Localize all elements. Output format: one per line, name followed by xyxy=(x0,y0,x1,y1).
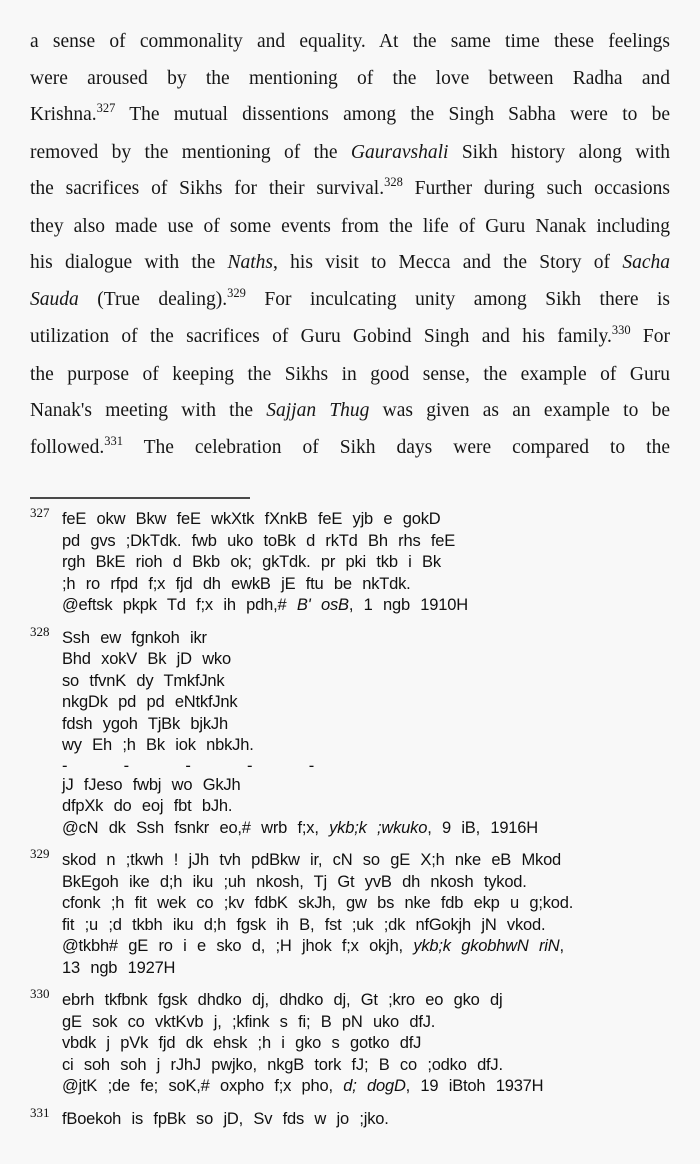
footnote-330 xyxy=(30,986,690,1098)
main-text-line xyxy=(30,430,670,468)
text-segment: , 9 iB, 1916H xyxy=(427,818,538,837)
text-segment: a sense of commonality and equality. At the same time these feelings xyxy=(30,31,670,52)
text-segment: gE sok co vktKvb j, ;kfink s fi; B pN uko dfJ. xyxy=(62,1012,436,1031)
text-segment: , 1 ngb 1910H xyxy=(348,596,468,614)
footnote-number: 328 xyxy=(30,623,50,639)
text-segment: ykb;k gkobhwN riN xyxy=(413,937,560,955)
text-segment: were aroused by the mentioning of the love between Radha and xyxy=(30,67,670,89)
main-text-line xyxy=(30,61,670,98)
footnote-328 xyxy=(30,623,690,840)
footnote-line xyxy=(62,1076,690,1098)
footnote-separator-rule xyxy=(30,497,250,499)
footnote-number: 327 xyxy=(30,505,50,520)
footnote-line xyxy=(62,574,690,596)
main-text-line xyxy=(30,135,670,172)
footnote-327 xyxy=(30,505,690,617)
main-text-line xyxy=(30,97,670,135)
text-segment: Sajjan Thug xyxy=(266,400,370,421)
text-segment: Krishna. xyxy=(30,104,97,125)
text-segment: ci soh soh j rJhJ pwjko, nkgB tork fJ; B co ;odko dfJ. xyxy=(62,1055,503,1074)
text-segment: ykb;k ;wkuko xyxy=(329,818,428,837)
footnote-ref: 330 xyxy=(611,323,631,337)
footnote-ref: 327 xyxy=(96,101,116,115)
text-segment: so tfvnK dy TmkfJnk xyxy=(62,671,225,690)
footnote-line xyxy=(62,796,690,818)
footnote-line xyxy=(62,552,690,574)
text-segment: , 19 iBtoh 1937H xyxy=(405,1077,544,1095)
main-text-line xyxy=(30,393,670,430)
main-text-line xyxy=(30,319,670,357)
text-segment: Further during such occasions xyxy=(402,178,670,199)
text-segment: , his visit to Mecca and the Story of xyxy=(273,252,623,273)
text-segment: dfpXk do eoj fbt bJh. xyxy=(62,797,233,815)
verse-break-dashes xyxy=(62,757,690,775)
footnotes-section xyxy=(0,505,700,1130)
text-segment: feE okw Bkw feE wkXtk fXnkB feE yjb e gokD xyxy=(62,510,441,528)
footnote-line xyxy=(62,714,690,736)
text-segment: @eftsk pkpk Td f;x ih pdh,# xyxy=(62,596,297,614)
text-segment: ebrh tkfbnk fgsk dhdko dj, dhdko dj, Gt ;kro eo gko dj xyxy=(62,991,503,1009)
text-segment: Gauravshali xyxy=(350,141,449,163)
text-segment: jJ fJeso fwbj wo GkJh xyxy=(62,775,241,794)
main-paragraph xyxy=(0,0,700,467)
text-segment: cfonk ;h fit wek co ;kv fdbK skJh, gw bs nke fdb ekp u g;kod. xyxy=(62,894,574,912)
text-segment: skod n ;tkwh ! jJh tvh pdBkw ir, cN so gE X;h nke eB Mkod xyxy=(62,851,562,869)
footnote-ref: 328 xyxy=(384,175,403,189)
text-segment: The celebration of Sikh days were compared to the xyxy=(122,436,670,458)
footnote-line xyxy=(62,872,690,894)
text-segment: , xyxy=(559,937,564,955)
footnote-line xyxy=(62,509,690,531)
text-segment: For xyxy=(630,326,670,347)
text-segment: utilization of the sacrifices of Guru Gobind Singh and his family. xyxy=(30,326,612,347)
text-segment: the purpose of keeping the Sikhs in good sense, the example of Guru xyxy=(30,363,670,385)
text-segment: they also made use of some events from the life of Guru Nanak including xyxy=(30,215,670,237)
footnote-line xyxy=(62,531,690,553)
footnote-line xyxy=(62,692,690,714)
main-text-line xyxy=(30,282,670,320)
footnote-ref: 329 xyxy=(227,285,246,300)
text-segment: removed by the mentioning of the xyxy=(30,141,351,163)
text-segment: followed. xyxy=(30,436,105,458)
text-segment: his dialogue with the xyxy=(30,252,228,273)
text-segment: wy Eh ;h Bk iok nbkJh. xyxy=(62,736,254,754)
text-segment: fdsh ygoh TjBk bjkJh xyxy=(62,714,228,733)
text-segment: fit ;u ;d tkbh iku d;h fgsk ih B, fst ;uk ;dk nfGokjh jN vkod. xyxy=(62,915,546,934)
footnote-line xyxy=(62,893,690,915)
text-segment: the sacrifices of Sikhs for their survival. xyxy=(30,178,385,199)
text-segment: was given as an example to be xyxy=(369,400,670,421)
footnote-ref: 331 xyxy=(104,433,123,448)
footnote-line xyxy=(62,818,690,840)
main-text-line xyxy=(30,209,670,246)
footnote-number: 330 xyxy=(30,986,50,1001)
text-segment: vbdk j pVk fjd dk ehsk ;h i gko s gotko dfJ xyxy=(62,1034,422,1052)
footnote-331 xyxy=(30,1104,690,1131)
footnote-line xyxy=(62,1033,690,1055)
footnote-line xyxy=(62,1012,690,1034)
text-segment: - - - - - xyxy=(62,756,315,775)
text-segment: rgh BkE rioh d Bkb ok; gkTdk. pr pki tkb i Bk xyxy=(62,553,441,571)
footnote-line xyxy=(62,1055,690,1077)
text-segment: @jtK ;de fe; soK,# oxpho f;x pho, xyxy=(62,1077,344,1095)
text-segment: Naths xyxy=(227,252,274,273)
text-segment: pd gvs ;DkTdk. fwb uko toBk d rkTd Bh rhs feE xyxy=(62,531,456,550)
text-segment: Bhd xokV Bk jD wko xyxy=(62,650,231,668)
footnote-number: 329 xyxy=(30,846,50,861)
footnote-line xyxy=(62,990,690,1012)
text-segment: 13 ngb 1927H xyxy=(62,958,176,977)
text-segment: d; dogD xyxy=(343,1077,406,1095)
text-segment: (True dealing). xyxy=(78,288,228,310)
footnote-line xyxy=(62,595,690,617)
text-segment: @cN dk Ssh fsnkr eo,# wrb f;x, xyxy=(62,818,330,837)
footnote-line xyxy=(62,649,690,671)
text-segment: @tkbh# gE ro i e sko d, ;H jhok f;x okjh, xyxy=(62,937,414,955)
footnote-line xyxy=(62,850,690,872)
footnote-line xyxy=(62,775,690,797)
text-segment: The mutual dissentions among the Singh Sabha were to be xyxy=(115,104,670,125)
text-segment: B' osB xyxy=(296,596,349,614)
main-text-line xyxy=(30,24,670,61)
footnote-line xyxy=(62,735,690,757)
text-segment: Sauda xyxy=(30,288,79,310)
footnote-line xyxy=(62,915,690,937)
text-segment: BkEgoh ike d;h iku ;uh nkosh, Tj Gt yvB dh nkosh tykod. xyxy=(62,872,527,891)
text-segment: nkgDk pd pd eNtkfJnk xyxy=(62,693,238,711)
main-text-line xyxy=(30,245,670,282)
text-segment: For inculcating unity among Sikh there is xyxy=(245,288,671,310)
footnote-line xyxy=(62,958,690,980)
footnote-line xyxy=(62,671,690,693)
footnote-329 xyxy=(30,846,690,979)
footnote-line xyxy=(62,1109,690,1131)
text-segment: Sacha xyxy=(622,252,670,273)
footnote-line xyxy=(62,628,690,650)
text-segment: Nanak's meeting with the xyxy=(30,400,267,421)
text-segment: Sikh history along with xyxy=(448,141,670,163)
main-text-line xyxy=(30,357,670,394)
text-segment: fBoekoh is fpBk so jD, Sv fds w jo ;jko. xyxy=(62,1109,389,1128)
main-text-line xyxy=(30,171,670,209)
text-segment: Ssh ew fgnkoh ikr xyxy=(62,628,207,647)
footnote-line xyxy=(62,936,690,958)
footnote-number: 331 xyxy=(30,1104,50,1120)
text-segment: ;h ro rfpd f;x fjd dh ewkB jE ftu be nkTdk. xyxy=(62,574,411,593)
